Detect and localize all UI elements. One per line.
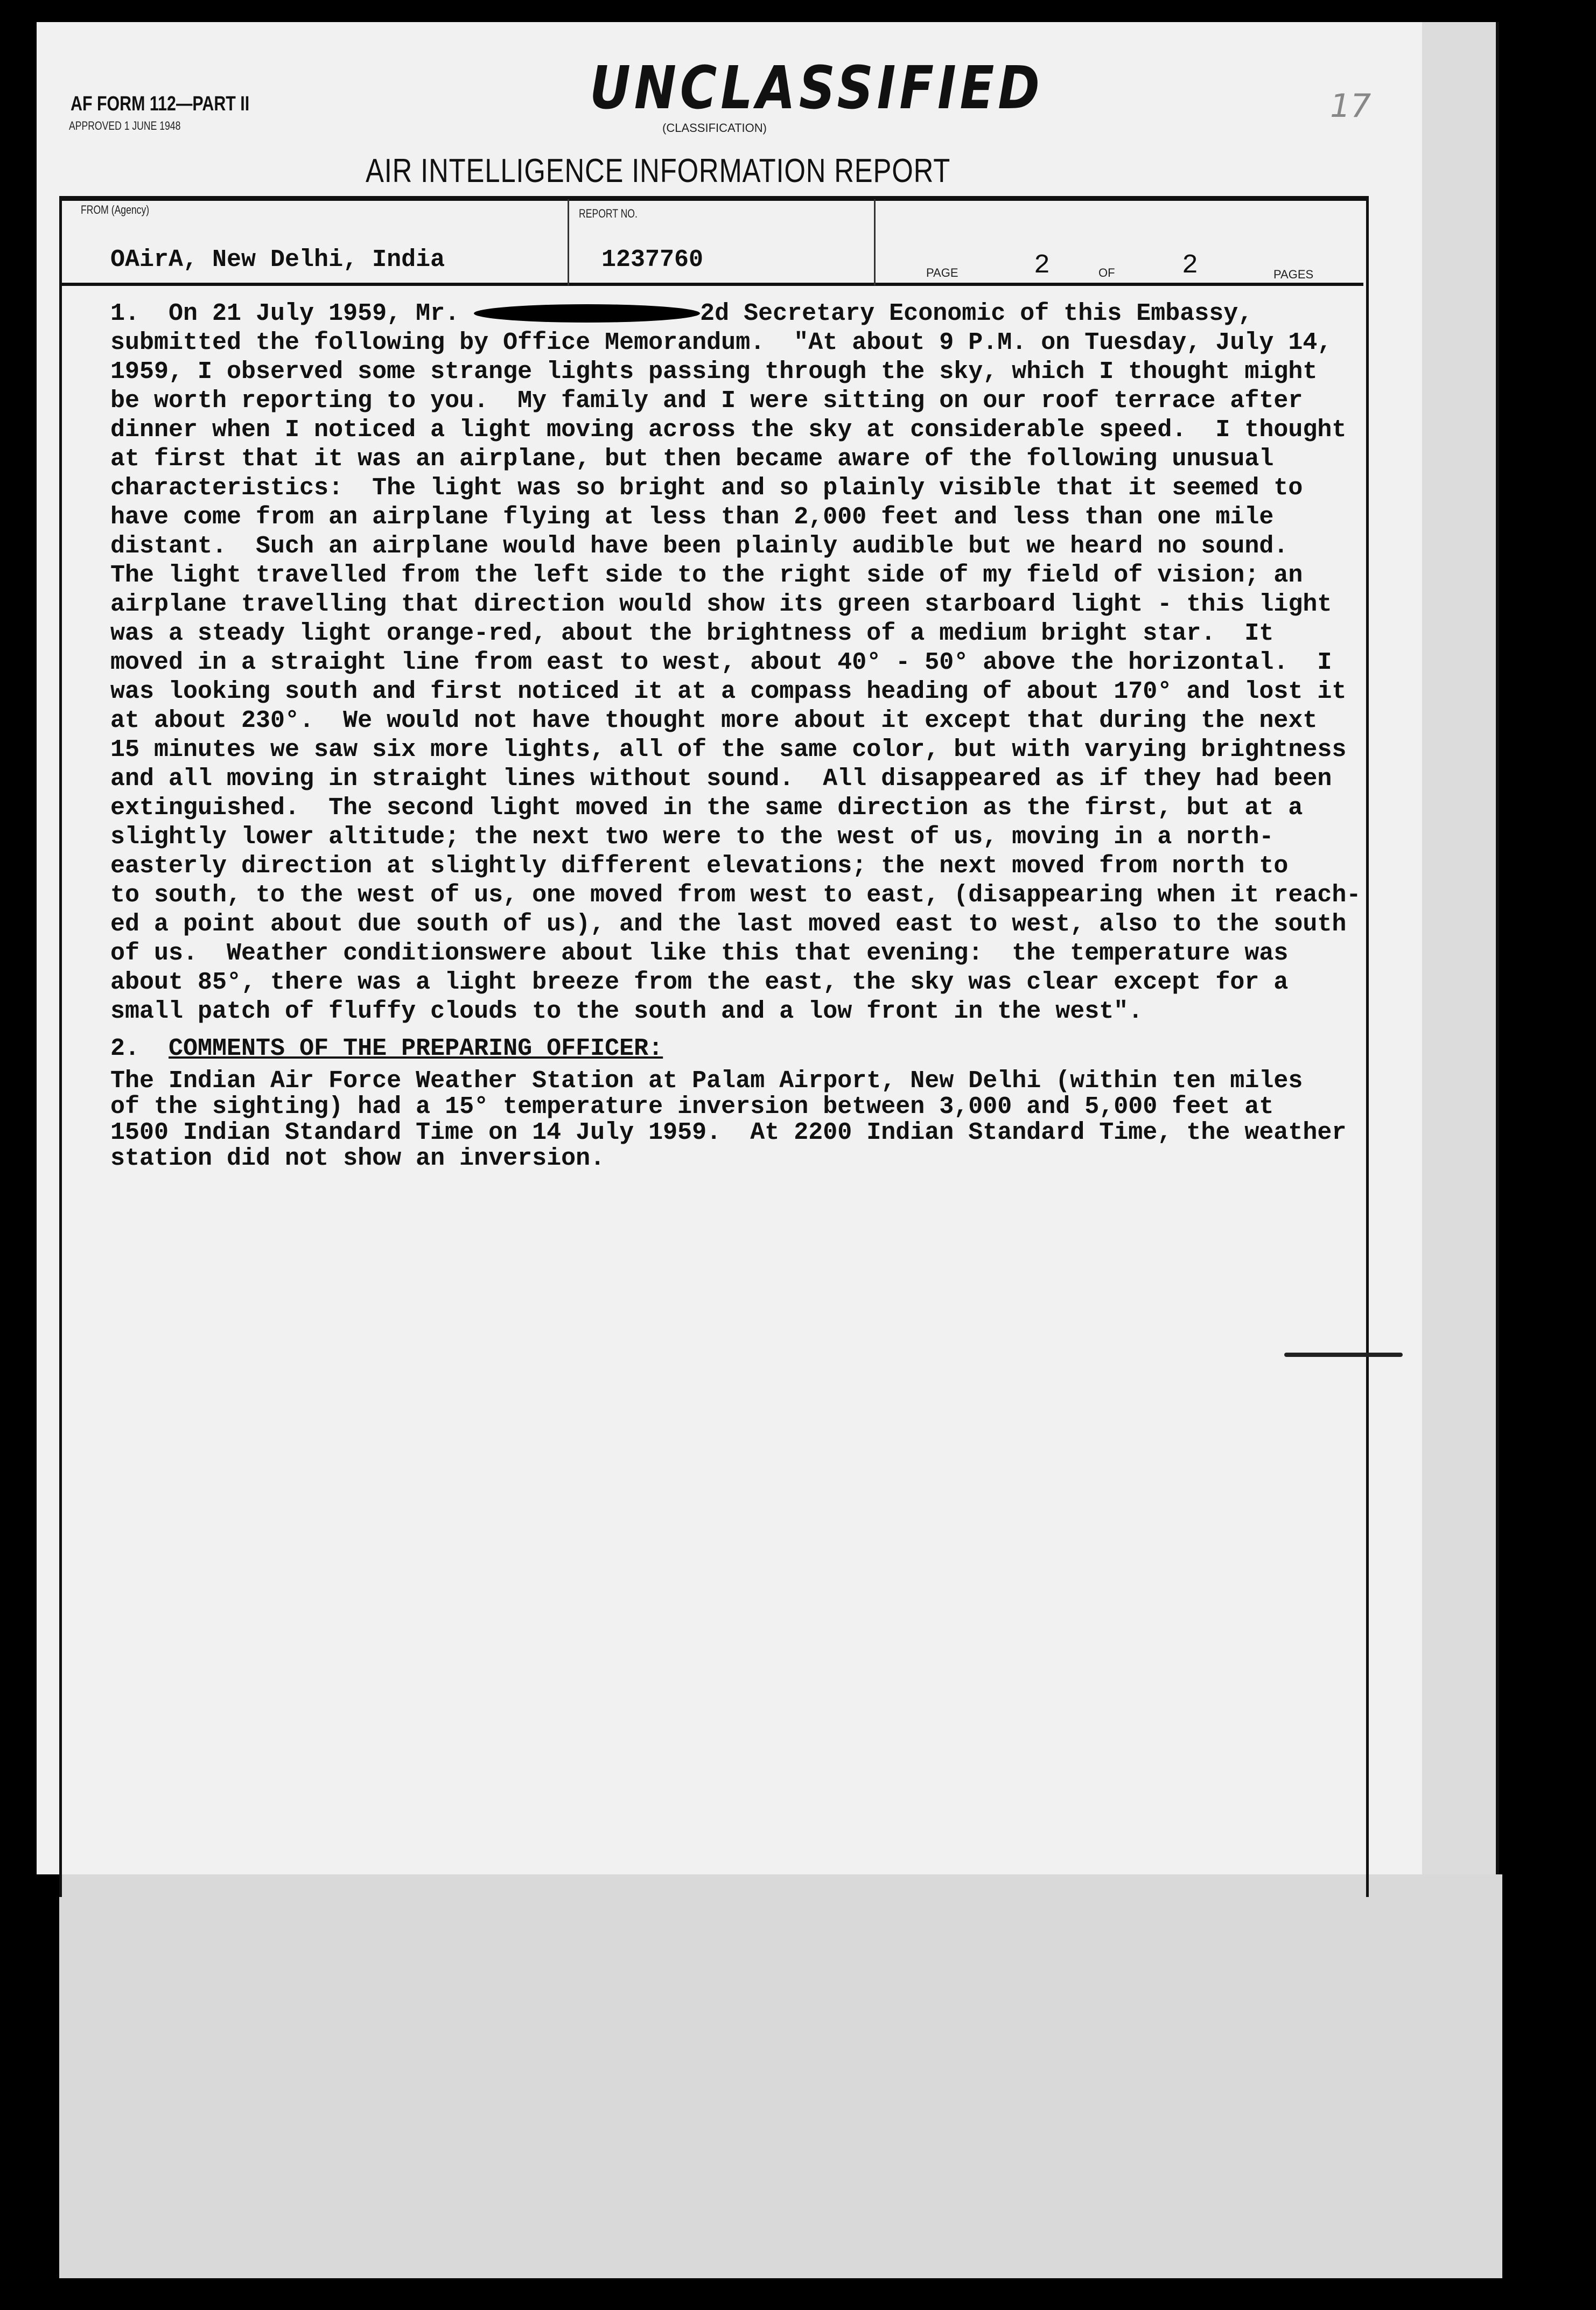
column-divider [874,199,876,285]
text-line: distant. Such an airplane would have been plainly audible but we heard no sound. [110,533,1289,560]
para1-prefix: 1. On 21 July 1959, Mr. [110,300,474,327]
from-label: FROM (Agency) [81,203,150,216]
text-line: have come from an airplane flying at less than 2,000 feet and less than one mile [110,503,1274,531]
text-line: extinguished. The second light moved in the same direction as the first, but at a [110,794,1303,822]
classification-label: (CLASSIFICATION) [662,121,767,135]
of-label: OF [1098,266,1115,279]
report-no-value: 1237760 [601,246,704,274]
form-approved-date: APPROVED 1 JUNE 1948 [69,119,181,132]
from-value: OAirA, New Delhi, India [110,246,445,274]
page-value: 2 [1034,250,1051,281]
text-line: ed a point about due south of us), and the last moved east to west, also to the south [110,911,1347,938]
text-line: and all moving in straight lines without sound. All disappeared as if they had been [110,765,1332,793]
text-line: The light travelled from the left side to the right side of my field of vision; an [110,562,1303,589]
report-title: AIR INTELLIGENCE INFORMATION REPORT [366,152,951,190]
paragraph-2-heading [110,1037,663,1061]
page-label: PAGE [926,266,958,279]
pen-mark [1284,1353,1403,1357]
redaction-mark [474,304,700,323]
pages-label: PAGES [1273,268,1314,281]
text-line: dinner when I noticed a light moving across the sky at considerable speed. I thought [110,416,1347,444]
of-value: 2 [1182,250,1199,281]
text-line: submitted the following by Office Memorandum. "At about 9 P.M. on Tuesday, July 14, [110,329,1332,356]
classification-stamp: UNCLASSIFIED [590,53,1044,122]
page-edge [1422,22,1496,1874]
text-line: airplane travelling that direction would show its green starboard light - this light [110,591,1332,618]
text-line: 15 minutes we saw six more lights, all of the same color, but with varying brightness [110,736,1347,764]
text-line: at about 230°. We would not have thought more about it except that during the next [110,707,1318,734]
text-line: of us. Weather conditionswere about like this that evening: the temperature was [110,940,1289,967]
para2-heading: COMMENTS OF THE PREPARING OFFICER: [169,1035,663,1062]
text-line: small patch of fluffy clouds to the south and a low front in the west". [110,998,1143,1025]
text-line: was looking south and first noticed it at a compass heading of about 170° and lost it [110,678,1347,705]
text-line: of the sighting) had a 15° temperature inversion between 3,000 and 5,000 feet at [110,1093,1274,1121]
text-line: to south, to the west of us, one moved from west to east, (disappearing when it reach- [110,881,1361,909]
form-id: AF FORM 112—PART II [71,93,250,115]
text-line: 1500 Indian Standard Time on 14 July 1959. At 2200 Indian Standard Time, the weather [110,1119,1347,1146]
page-edge-line [1496,22,1499,1874]
text-line: be worth reporting to you. My family and I were sitting on our roof terrace after [110,387,1303,415]
text-line: easterly direction at slightly different elevations; the next moved from north to [110,852,1289,880]
paragraph-1-first-line [110,302,1252,326]
handwritten-page-mark: 17 [1330,87,1371,125]
report-no-label: REPORT NO. [579,207,638,220]
column-divider [568,199,569,285]
text-line: station did not show an inversion. [110,1145,605,1172]
header-divider [62,283,1363,286]
text-line: 1959, I observed some strange lights passing through the sky, which I thought might [110,358,1318,386]
text-line: The Indian Air Force Weather Station at Palam Airport, New Delhi (within ten miles [110,1067,1303,1095]
text-line: at first that it was an airplane, but then became aware of the following unusual [110,445,1274,473]
text-line: moved in a straight line from east to west, about 40° - 50° above the horizontal. I [110,649,1332,676]
text-line: characteristics: The light was so bright and so plainly visible that it seemed to [110,474,1303,502]
underlying-page [59,1874,1502,2278]
para1-suffix: 2d Secretary Economic of this Embassy, [700,300,1253,327]
text-line: was a steady light orange-red, about the brightness of a medium bright star. It [110,620,1274,647]
text-line: slightly lower altitude; the next two were to the west of us, moving in a north- [110,823,1274,851]
text-line: about 85°, there was a light breeze from the east, the sky was clear except for a [110,969,1289,996]
para2-number: 2. [110,1035,169,1062]
